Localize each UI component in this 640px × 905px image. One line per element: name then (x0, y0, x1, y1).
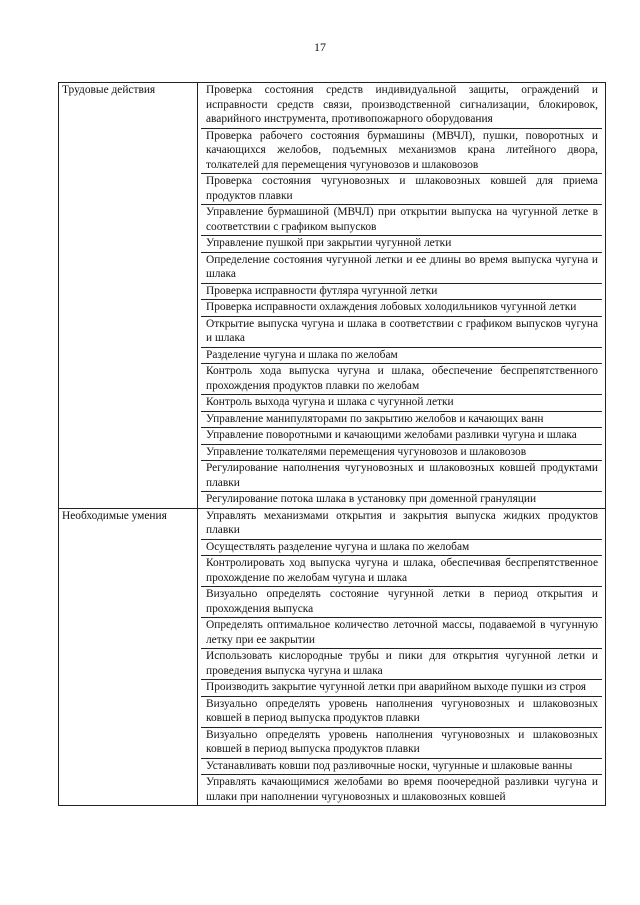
list-item: Определение состояния чугунной летки и ее длины во время выпуска чугуна и шлака (201, 253, 602, 284)
list-item: Контроль хода выпуска чугуна и шлака, обеспечение беспрепятственного прохождения продуктов плавки по желобам (201, 364, 602, 395)
list-item: Проверка исправности футляра чугунной летки (201, 284, 602, 301)
list-item: Проверка рабочего состояния бурмашины (МВЧЛ), пушки, поворотных и качающихся желобов, подъемных механизмов крана литейного двора, толкателей для перемещения чугуновозов и шлаковозов (201, 129, 602, 175)
list-item: Управление поворотными и качающими желобами разливки чугуна и шлака (201, 428, 602, 445)
list-item: Использовать кислородные трубы и пики для открытия чугунной летки и проведения выпуска чугуна и шлака (201, 649, 602, 680)
list-item: Визуально определять уровень наполнения чугуновозных и шлаковозных ковшей в период выпуска продуктов плавки (201, 697, 602, 728)
list-item: Открытие выпуска чугуна и шлака в соответствии с графиком выпусков чугуна и шлака (201, 317, 602, 348)
section-row (59, 83, 606, 509)
list-item: Устанавливать ковши под разливочные носки, чугунные и шлаковые ванны (201, 759, 602, 776)
requirements-table-body (59, 83, 606, 806)
list-item: Управление пушкой при закрытии чугунной летки (201, 236, 602, 253)
list-item: Определять оптимальное количество леточной массы, подаваемой в чугунную летку при ее закрытии (201, 618, 602, 649)
list-item: Проверка состояния средств индивидуальной защиты, ограждений и исправности средств связи, производственной сигнализации, блокировок, аварийного инструмента, противопожарного оборудования (201, 83, 602, 129)
list-item: Контроль выхода чугуна и шлака с чугунной летки (201, 395, 602, 412)
list-item: Разделение чугуна и шлака по желобам (201, 348, 602, 365)
list-item: Контролировать ход выпуска чугуна и шлака, обеспечивая беспрепятственное прохождение по желобам чугуна и шлака (201, 556, 602, 587)
list-item: Управление бурмашиной (МВЧЛ) при открытии выпуска на чугунной летке в соответствии с графиком выпусков (201, 205, 602, 236)
list-item: Проверка исправности охлаждения лобовых холодильников чугунной летки (201, 300, 602, 317)
list-item: Управлять механизмами открытия и закрытия выпуска жидких продуктов плавки (201, 509, 602, 540)
requirements-table (58, 82, 606, 806)
list-item: Управление манипуляторами по закрытию желобов и качающих ванн (201, 412, 602, 429)
section-items (198, 508, 606, 806)
list-item: Управление толкателями перемещения чугуновозов и шлаковозов (201, 445, 602, 462)
list-item: Проверка состояния чугуновозных и шлаковозных ковшей для приема продуктов плавки (201, 174, 602, 205)
list-item: Производить закрытие чугунной летки при аварийном выходе пушки из строя (201, 680, 602, 697)
list-item: Регулирование потока шлака в установку при доменной грануляции (206, 493, 537, 505)
section-items (198, 83, 606, 509)
list-item: Управлять качающимися желобами во время поочередной разливки чугуна и шлаки при наполнении чугуновозных и шлаковозных ковшей (206, 776, 598, 803)
page-number: 17 (314, 40, 326, 54)
section-label: Необходимые умения (59, 508, 198, 806)
list-item: Осуществлять разделение чугуна и шлака по желобам (201, 540, 602, 557)
list-item: Регулирование наполнения чугуновозных и шлаковозных ковшей продуктами плавки (201, 461, 602, 492)
list-item: Визуально определять состояние чугунной летки в период открытия и прохождения выпуска (201, 587, 602, 618)
list-item: Визуально определять уровень наполнения чугуновозных и шлаковозных ковшей в период выпуска продуктов плавки (201, 728, 602, 759)
section-label: Трудовые действия (59, 83, 198, 509)
section-row (59, 508, 606, 806)
